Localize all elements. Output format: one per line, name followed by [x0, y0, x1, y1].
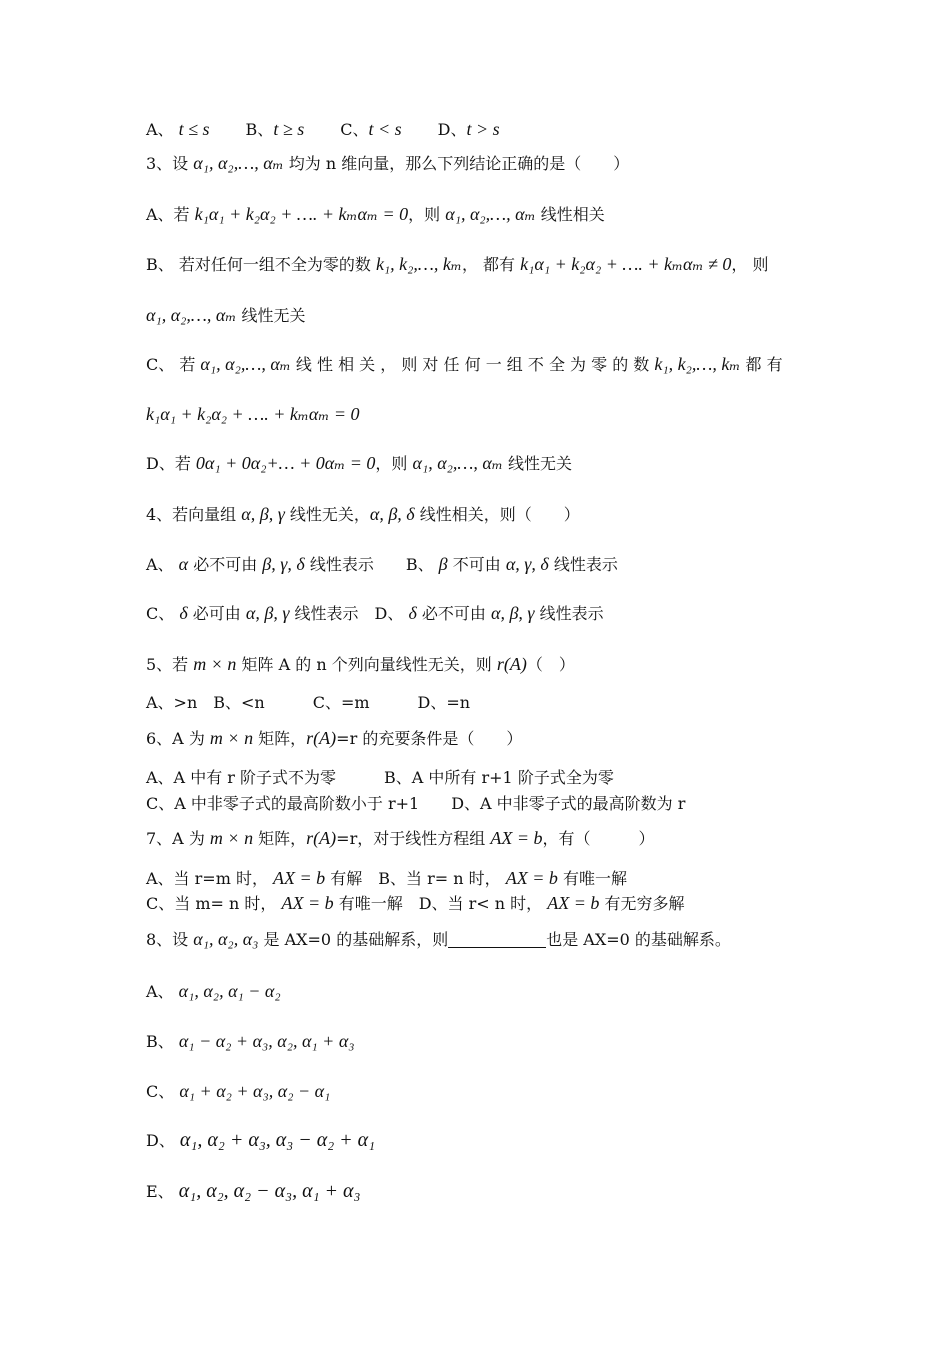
- text-segment: A、: [146, 120, 179, 139]
- text-segment: C、 若: [146, 355, 201, 374]
- math-expression: α₁, α₂,…, αₘ: [193, 153, 284, 173]
- text-segment: C、: [340, 120, 369, 139]
- q4-stem: [146, 503, 580, 526]
- text-segment: 线性表示 B、: [304, 555, 439, 574]
- text-segment: ，有（ ）: [542, 829, 655, 848]
- text-segment: 线性无关: [502, 454, 573, 473]
- text-segment: 矩阵 A 的 n 个列向量线性无关，则: [236, 655, 497, 674]
- math-expression: α, γ, δ: [505, 554, 549, 574]
- math-expression: α₁, α₂, α₁ − α₂: [178, 981, 281, 1001]
- math-expression: AX = b: [490, 828, 543, 848]
- text-segment: ，则: [408, 205, 446, 224]
- text-segment: 必不可由: [188, 555, 263, 574]
- math-expression: α₁, α₂,…, αₘ: [200, 354, 291, 374]
- text-segment: 线性无关，: [284, 505, 370, 524]
- text-segment: A、: [146, 982, 179, 1001]
- math-expression: α, β, γ: [241, 504, 285, 524]
- text-segment: 均为 n 维向量，那么下列结论正确的是（ ）: [283, 154, 630, 173]
- text-segment: 5、若: [146, 655, 194, 674]
- text-segment: 线性表示: [534, 604, 604, 623]
- text-segment: 有唯一解 D、当 r< n 时，: [333, 894, 548, 913]
- math-expression: r(A): [306, 728, 337, 748]
- text-segment: D、: [146, 1131, 180, 1150]
- math-expression: β, γ, δ: [262, 554, 305, 574]
- text-segment: A、: [146, 555, 179, 574]
- text-segment: C、: [146, 604, 180, 623]
- math-expression: k₁α₁ + k₂α₂ + …. + kₘαₘ ≠ 0: [520, 254, 732, 274]
- q3-b-cont: [146, 304, 306, 327]
- math-expression: α₁, α₂,…, αₘ: [412, 453, 503, 473]
- math-expression: k₁, k₂,…, kₘ: [375, 254, 462, 274]
- text-segment: 4、若向量组: [146, 505, 242, 524]
- text-segment: 必不可由: [416, 604, 491, 623]
- math-expression: α₁, α₂, α₂ − α₃, α₁ + α₃: [178, 1180, 361, 1202]
- math-expression: α₁ + α₂ + α₃, α₂ − α₁: [179, 1081, 331, 1101]
- text-segment: ， 都有: [461, 255, 521, 274]
- math-expression: m × n: [209, 728, 254, 748]
- text-segment: 线性表示 D、: [289, 604, 409, 623]
- math-expression: m × n: [193, 654, 237, 674]
- text-segment: 3、设: [146, 154, 194, 173]
- q6-stem: [146, 727, 522, 750]
- q8-c: [146, 1080, 330, 1103]
- text-segment: （ ）: [526, 655, 575, 674]
- text-segment: 是 AX=0 的基础解系，则: [258, 930, 449, 949]
- q6-cd: [146, 793, 685, 815]
- math-expression: r(A): [306, 828, 337, 848]
- math-expression: α₁, α₂ + α₃, α₃ − α₂ + α₁: [179, 1129, 376, 1151]
- math-expression: m × n: [209, 828, 254, 848]
- text-segment: B、: [245, 120, 274, 139]
- text-segment: 线性相关，则（ ）: [414, 505, 580, 524]
- math-expression: β: [438, 554, 448, 574]
- text-segment: =r，对于线性方程组: [336, 829, 491, 848]
- q8-stem: [146, 928, 731, 951]
- math-expression: AX = b: [281, 893, 334, 913]
- math-expression: r(A): [496, 654, 527, 674]
- text-segment: C、当 m= n 时，: [146, 894, 282, 913]
- math-expression: t > s: [466, 119, 500, 139]
- math-expression: α₁, α₂, α₃: [193, 929, 259, 949]
- math-expression: k₁α₁ + k₂α₂ + …. + kₘαₘ = 0: [194, 204, 409, 224]
- q3-d: [146, 452, 572, 475]
- q7-cd: [146, 892, 684, 915]
- math-expression: t ≥ s: [273, 119, 305, 139]
- text-segment: =r 的充要条件是（ ）: [336, 729, 523, 748]
- text-segment: A、若: [146, 205, 195, 224]
- math-expression: α, β, γ: [245, 603, 290, 623]
- math-expression: δ: [179, 603, 188, 623]
- text-segment: 有解 B、当 r= n 时，: [325, 869, 506, 888]
- math-expression: k₁α₁ + k₂α₂ + …. + kₘαₘ = 0: [146, 404, 360, 424]
- text-segment: 线性表示: [548, 555, 618, 574]
- text-segment: 线性无关: [236, 306, 306, 325]
- text-segment: 线 性 相 关 ， 则 对 任 何 一 组 不 全 为 零 的 数: [290, 355, 655, 374]
- math-expression: AX = b: [505, 868, 558, 888]
- q8-a: [146, 980, 281, 1003]
- text-segment: E、: [146, 1182, 179, 1201]
- q8-b: [146, 1030, 355, 1053]
- text-segment: A、A 中有 r 阶子式不为零 B、A 中所有 r+1 阶子式全为零: [146, 768, 614, 787]
- text-segment: 也是 AX=0 的基础解系。: [546, 930, 731, 949]
- q3-c-cont: [146, 403, 360, 426]
- q3-b: [146, 253, 769, 276]
- answer-blank: [448, 931, 546, 948]
- q5-options: [146, 692, 470, 714]
- text-segment: 必可由: [187, 604, 246, 623]
- text-segment: ，则: [375, 454, 413, 473]
- text-segment: 线性相关: [535, 205, 605, 224]
- math-expression: α₁ − α₂ + α₃, α₂, α₁ + α₃: [178, 1031, 355, 1051]
- text-segment: B、 若对任何一组不全为零的数: [146, 255, 376, 274]
- text-segment: C、A 中非零子式的最高阶数小于 r+1 D、A 中非零子式的最高阶数为 r: [146, 794, 686, 813]
- q5-stem: [146, 653, 575, 676]
- q3-c: [146, 353, 783, 376]
- text-segment: C、: [146, 1082, 180, 1101]
- text-segment: 有无穷多解: [599, 894, 685, 913]
- text-segment: D、若: [146, 454, 196, 473]
- q4-ab: [146, 553, 618, 576]
- math-expression: α₁, α₂,…, αₘ: [146, 305, 237, 325]
- math-expression: k₁, k₂,…, kₘ: [654, 354, 741, 374]
- text-segment: 8、设: [146, 930, 194, 949]
- q6-ab: [146, 767, 614, 789]
- math-expression: AX = b: [547, 893, 600, 913]
- text-segment: A、当 r=m 时，: [146, 869, 274, 888]
- math-expression: AX = b: [273, 868, 326, 888]
- math-expression: α, β, δ: [369, 504, 415, 524]
- math-expression: t ≤ s: [178, 119, 210, 139]
- text-segment: A、>n B、<n C、=m D、=n: [146, 693, 471, 712]
- text-segment: B、: [146, 1032, 179, 1051]
- math-expression: α, β, γ: [491, 603, 535, 623]
- text-segment: 有唯一解: [557, 869, 627, 888]
- q2-options: [146, 118, 500, 141]
- q3-a: [146, 203, 605, 226]
- text-segment: 7、A 为: [146, 829, 210, 848]
- text-segment: D、: [437, 120, 467, 139]
- math-expression: 0α₁ + 0α₂+… + 0αₘ = 0: [195, 453, 376, 473]
- q3-stem: [146, 152, 629, 175]
- math-expression: α₁, α₂,…, αₘ: [445, 204, 536, 224]
- text-segment: 不可由: [447, 555, 506, 574]
- q7-ab: [146, 867, 627, 890]
- math-expression: α: [178, 554, 189, 574]
- text-segment: ， 则: [731, 255, 769, 274]
- text-segment: 都 有: [740, 355, 783, 374]
- math-expression: δ: [408, 603, 417, 623]
- text-segment: 6、A 为: [146, 729, 210, 748]
- q7-stem: [146, 827, 654, 850]
- math-expression: t < s: [368, 119, 402, 139]
- q8-e: [146, 1180, 360, 1203]
- text-segment: 矩阵，: [253, 829, 307, 848]
- text-segment: 矩阵，: [253, 729, 307, 748]
- q4-cd: [146, 602, 604, 625]
- q8-d: [146, 1129, 375, 1152]
